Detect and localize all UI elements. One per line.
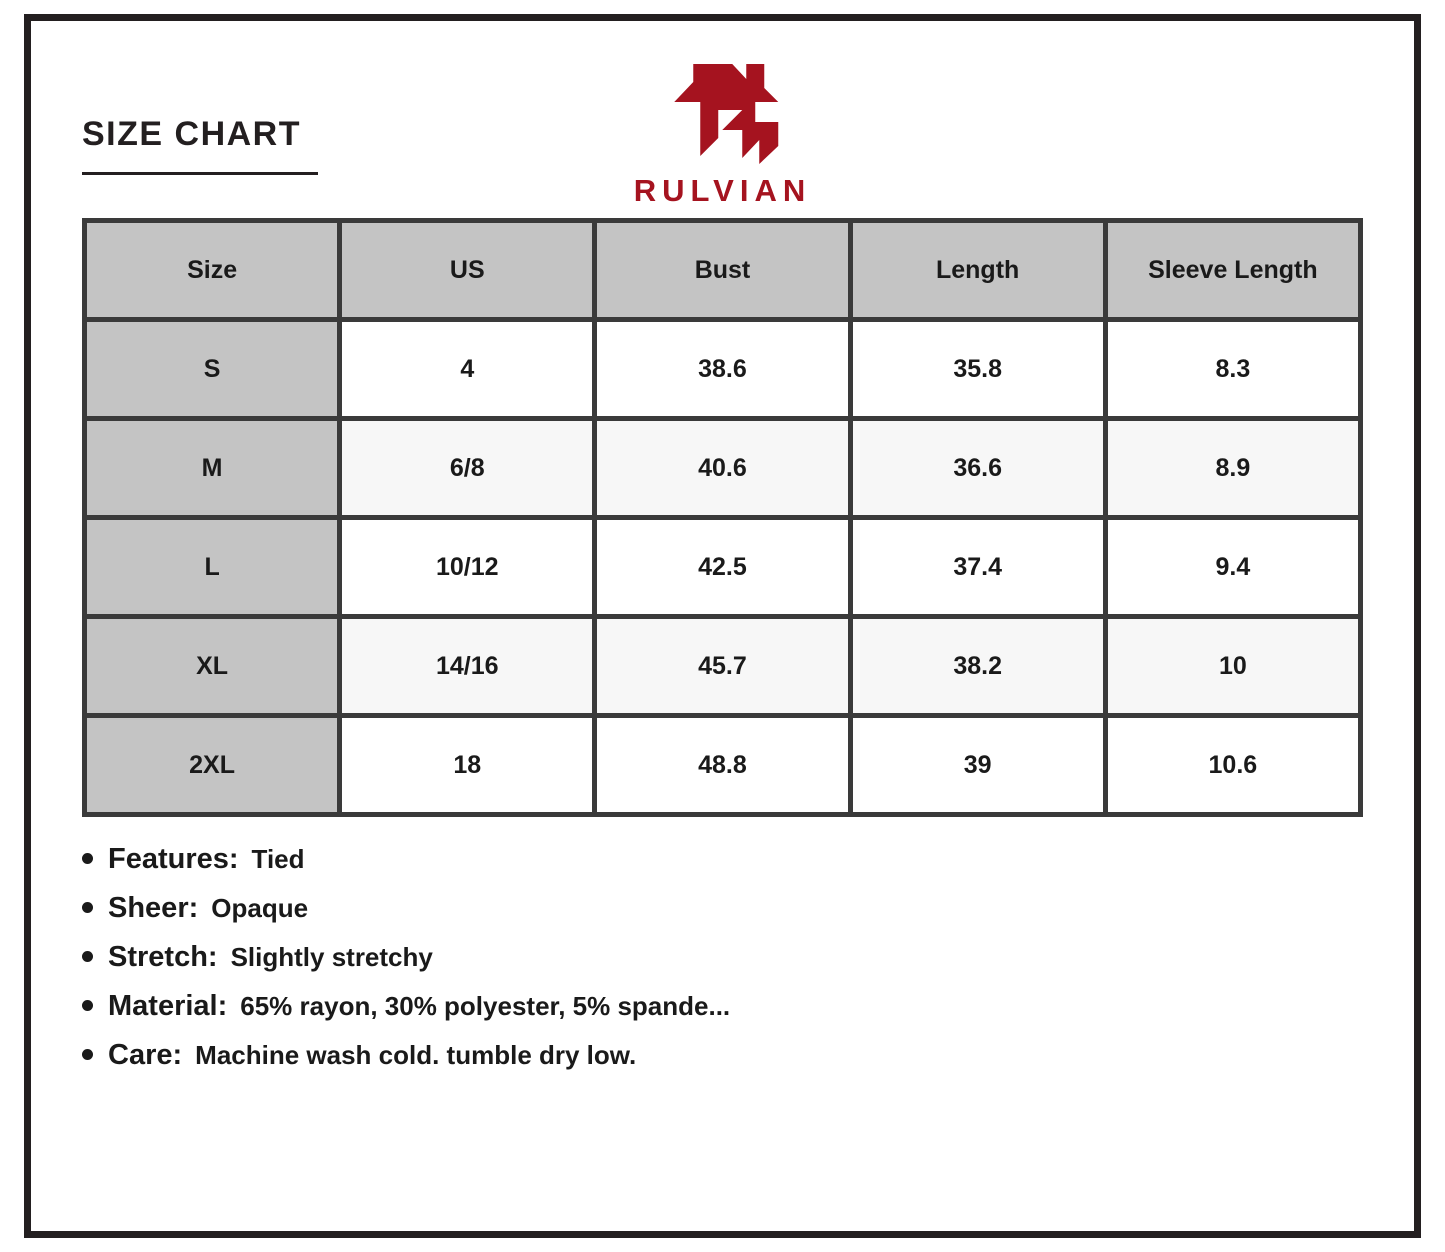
detail-label: Stretch: bbox=[108, 941, 218, 973]
list-item bbox=[82, 1039, 1363, 1072]
cell-length: 35.8 bbox=[853, 322, 1103, 416]
cell-us: 18 bbox=[342, 718, 592, 812]
header bbox=[82, 60, 1363, 210]
cell-length: 36.6 bbox=[853, 421, 1103, 515]
product-details-list bbox=[82, 843, 1363, 1072]
table-row bbox=[87, 421, 1358, 515]
detail-label: Care: bbox=[108, 1039, 183, 1071]
title-underline bbox=[82, 172, 318, 175]
detail-label: Features: bbox=[108, 843, 239, 875]
cell-sleeve: 10 bbox=[1108, 619, 1358, 713]
detail-label: Material: bbox=[108, 990, 228, 1022]
cell-bust: 40.6 bbox=[597, 421, 847, 515]
cell-bust: 45.7 bbox=[597, 619, 847, 713]
bullet-dot-icon bbox=[82, 1049, 93, 1060]
detail-value: Machine wash cold. tumble dry low. bbox=[195, 1040, 637, 1070]
cell-us: 6/8 bbox=[342, 421, 592, 515]
cell-us: 10/12 bbox=[342, 520, 592, 614]
detail-label: Sheer: bbox=[108, 892, 199, 924]
column-header-us: US bbox=[342, 223, 592, 317]
cell-size: M bbox=[87, 421, 337, 515]
detail-value: Opaque bbox=[211, 893, 309, 923]
cell-size: 2XL bbox=[87, 718, 337, 812]
cell-bust: 42.5 bbox=[597, 520, 847, 614]
cell-size: XL bbox=[87, 619, 337, 713]
cell-sleeve: 10.6 bbox=[1108, 718, 1358, 812]
list-item bbox=[82, 941, 1363, 974]
detail-value: 65% rayon, 30% polyester, 5% spande... bbox=[240, 991, 731, 1021]
cell-sleeve: 8.3 bbox=[1108, 322, 1358, 416]
table-row bbox=[87, 619, 1358, 713]
table-row bbox=[87, 322, 1358, 416]
cell-size: S bbox=[87, 322, 337, 416]
bullet-dot-icon bbox=[82, 902, 93, 913]
bullet-dot-icon bbox=[82, 1000, 93, 1011]
cell-length: 37.4 bbox=[853, 520, 1103, 614]
detail-value: Tied bbox=[251, 844, 305, 874]
list-item bbox=[82, 990, 1363, 1023]
list-item bbox=[82, 843, 1363, 876]
bullet-dot-icon bbox=[82, 951, 93, 962]
table-row bbox=[87, 718, 1358, 812]
cell-sleeve: 9.4 bbox=[1108, 520, 1358, 614]
cell-length: 39 bbox=[853, 718, 1103, 812]
cell-size: L bbox=[87, 520, 337, 614]
table-row bbox=[87, 520, 1358, 614]
size-chart-table bbox=[82, 218, 1363, 817]
page-content bbox=[82, 60, 1363, 1212]
column-header-bust: Bust bbox=[597, 223, 847, 317]
cell-bust: 38.6 bbox=[597, 322, 847, 416]
detail-value: Slightly stretchy bbox=[230, 942, 433, 972]
brand-name: RULVIAN bbox=[633, 173, 812, 208]
brand-block bbox=[634, 60, 811, 209]
column-header-size: Size bbox=[87, 223, 337, 317]
table-header-row bbox=[87, 223, 1358, 317]
cell-us: 4 bbox=[342, 322, 592, 416]
title-block bbox=[82, 115, 318, 175]
cell-us: 14/16 bbox=[342, 619, 592, 713]
bullet-dot-icon bbox=[82, 853, 93, 864]
cell-bust: 48.8 bbox=[597, 718, 847, 812]
rulvian-r-logo-icon bbox=[660, 60, 785, 165]
cell-length: 38.2 bbox=[853, 619, 1103, 713]
list-item bbox=[82, 892, 1363, 925]
column-header-length: Length bbox=[853, 223, 1103, 317]
cell-sleeve: 8.9 bbox=[1108, 421, 1358, 515]
page-title: SIZE CHART bbox=[82, 115, 301, 153]
column-header-sleeve-length: Sleeve Length bbox=[1108, 223, 1358, 317]
